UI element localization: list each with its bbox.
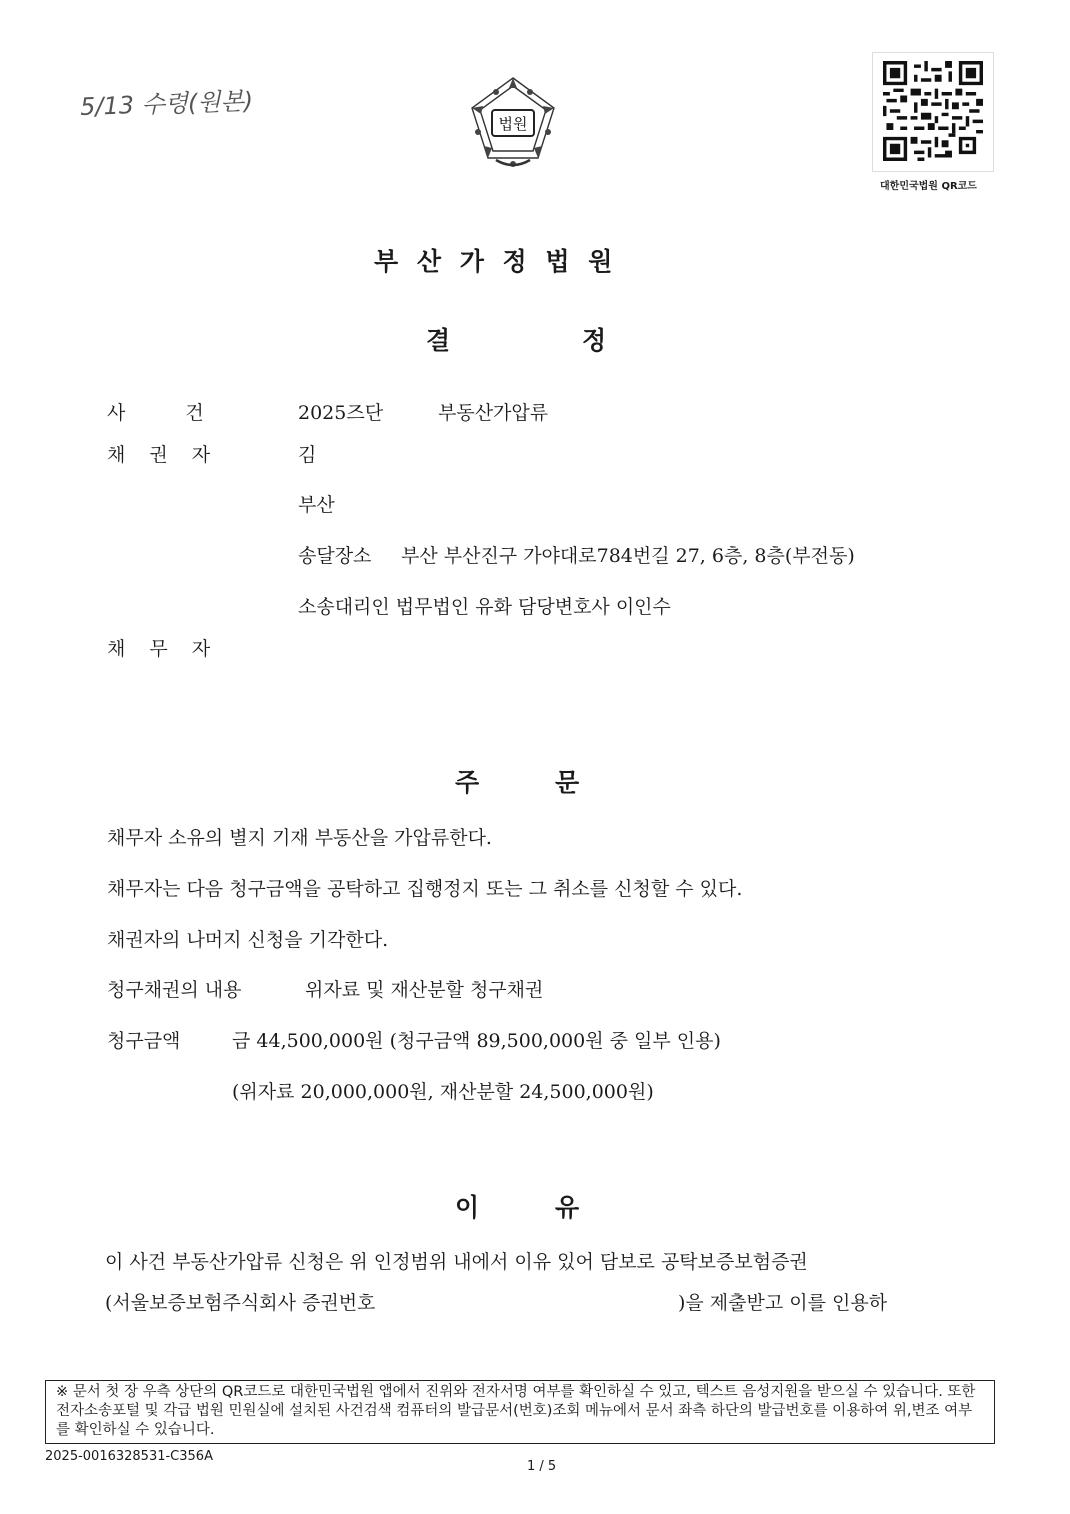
claim-amount-label: 청구금액 [107, 1030, 181, 1052]
claim-amount-breakdown: (위자료 20,000,000원, 재산분할 24,500,000원) [232, 1081, 654, 1103]
handwritten-receipt-note: 5/13 수령(원본) [79, 86, 254, 122]
order-heading-right: 문 [555, 768, 580, 797]
claim-content-value: 위자료 및 재산분할 청구채권 [305, 979, 544, 1001]
order-line-3: 채권자의 나머지 신청을 기각한다. [107, 929, 389, 951]
doc-type-right: 정 [582, 326, 607, 355]
delivery-address: 부산 부산진구 가야대로784번길 27, 6층, 8층(부전동) [401, 545, 855, 567]
order-heading-left: 주 [455, 768, 480, 797]
court-name: 부 산 가 정 법 원 [374, 247, 613, 276]
reason-line-1: 이 사건 부동산가압류 신청은 위 인정범위 내에서 이유 있어 담보로 공탁보증보험증권 [105, 1251, 808, 1273]
debtor-label: 채 무 자 [107, 638, 211, 660]
order-line-2: 채무자는 다음 청구금액을 공탁하고 집행정지 또는 그 취소를 신청할 수 있다. [107, 878, 743, 900]
creditor-label: 채 권 자 [107, 444, 211, 466]
verification-notice: ※ 문서 첫 장 우측 상단의 QR코드로 대한민국법원 앱에서 진위와 전자서명 여부를 확인하실 수 있고, 텍스트 음성지원을 받으실 수 있습니다. 또한 전자소송포털 및 각급 법원 민원실에 설치된 사건검색 컴퓨터의 발급문서(번호)조회 메뉴에서 문서 좌측 하단의 발급번호를 이용하여 위,변조 여부를 확인하실 수 있습니다. [45, 1380, 995, 1444]
seal-text: 법원 [498, 115, 528, 133]
reason-line-2-left: (서울보증보험주식회사 증권번호 [105, 1292, 376, 1314]
qr-code-pattern [883, 61, 983, 161]
creditor-address: 부산 [298, 494, 335, 516]
page-number: 1 / 5 [527, 1459, 557, 1474]
creditor-attorney: 소송대리인 법무법인 유화 담당변호사 이인수 [298, 596, 671, 618]
case-label: 사 건 [107, 402, 204, 424]
qr-caption: 대한민국법원 QR코드 [880, 181, 977, 192]
reason-heading-left: 이 [455, 1193, 480, 1222]
claim-content-label: 청구채권의 내용 [107, 979, 242, 1001]
delivery-label: 송달장소 [298, 545, 372, 567]
court-seal-emblem [466, 74, 560, 170]
reason-line-2-right: )을 제출받고 이를 인용하 [678, 1292, 888, 1314]
case-number: 2025즈단 [298, 402, 384, 424]
issue-number: 2025-0016328531-C356A [45, 1449, 213, 1464]
reason-heading-right: 유 [555, 1193, 580, 1222]
creditor-name: 김 [298, 444, 317, 466]
qr-code [872, 52, 994, 172]
case-name: 부동산가압류 [438, 402, 549, 424]
order-line-1: 채무자 소유의 별지 기재 부동산을 가압류한다. [107, 827, 492, 849]
doc-type-left: 결 [426, 326, 451, 355]
claim-amount-value: 금 44,500,000원 (청구금액 89,500,000원 중 일부 인용) [232, 1030, 721, 1052]
